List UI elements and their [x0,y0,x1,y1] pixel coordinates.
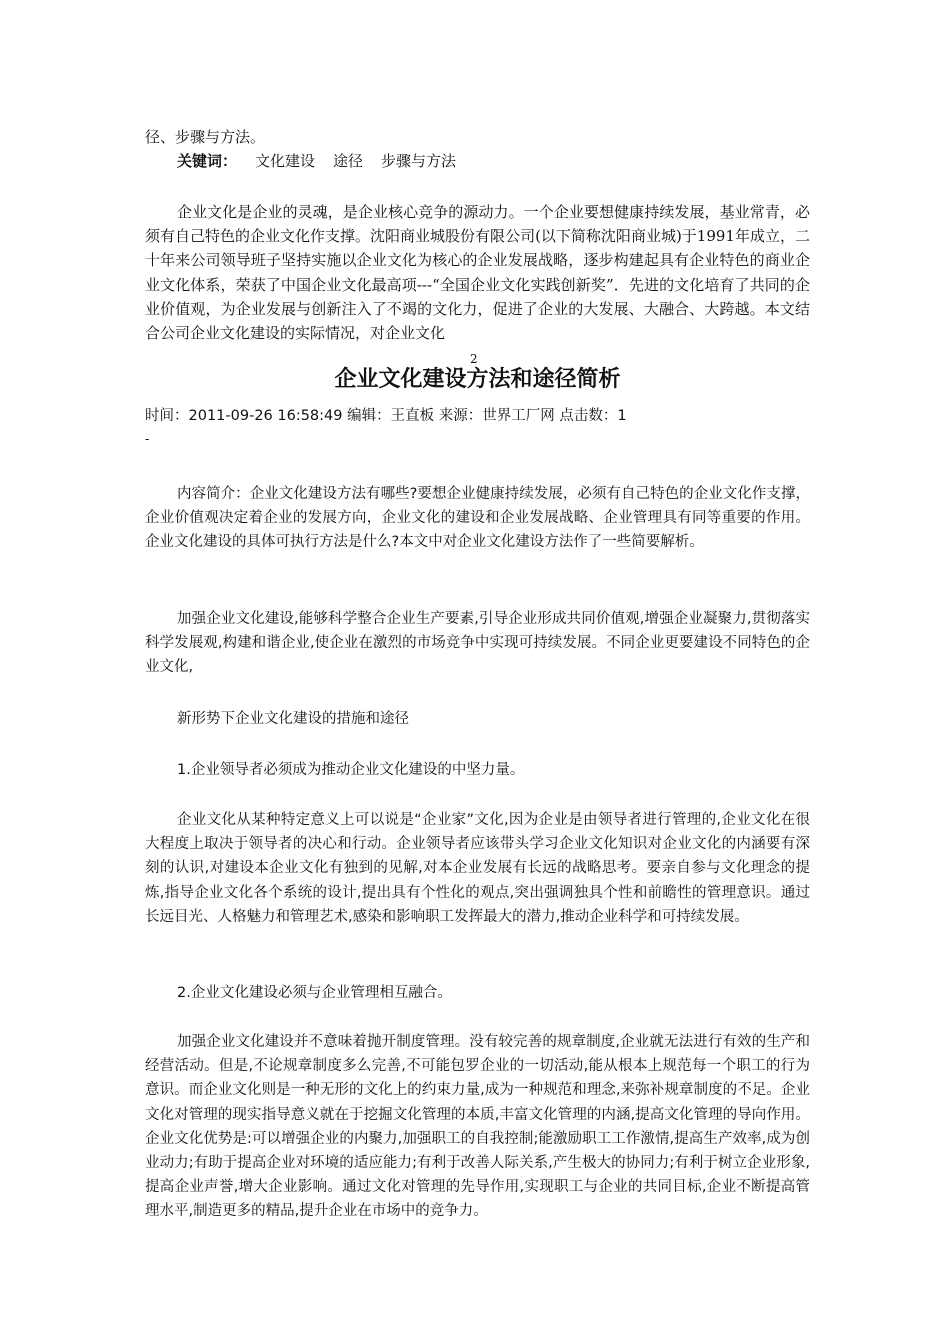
point-1-heading: 1.企业领导者必须成为推动企业文化建设的中坚力量。 [177,762,525,778]
keyword-item: 途径 [333,152,364,170]
meta-tail: - [145,432,150,447]
article-title: 企业文化建设方法和途径简析 [334,367,621,392]
keyword-item: 步骤与方法 [381,152,457,170]
summary-paragraph: 内容简介：企业文化建设方法有哪些?要想企业健康持续发展，必须有自己特色的企业文化作支撑，企业价值观决定着企业的发展方向，企业文化的建设和企业发展战略、企业管理具有同等重要的作用。企业文化建设的具体可执行方法是什么?本文中对企业文化建设方法作了一些简要解析。 [145,486,810,551]
article-meta: 时间：2011-09-26 16:58:49 编辑：王直板 来源：世界工厂网 点击数：1 [145,408,627,424]
section-heading: 新形势下企业文化建设的措施和途径 [177,711,409,727]
keyword-item: 文化建设 [255,152,316,170]
intro-paragraph: 企业文化是企业的灵魂，是企业核心竞争的源动力。一个企业要想健康持续发展，基业常青，必须有自己特色的企业文化作支撑。沈阳商业城股份有限公司(以下简称沈阳商业城)于1991年成立，二十年来公司领导班子坚持实施以企业文化为核心的企业发展战略，逐步构建起具有企业特色的商业企业文化体系，荣获了中国企业文化最高项---“全国企业文化实践创新奖”．先进的文化培育了共同的企业价值观，为企业发展与创新注入了不竭的文化力，促进了企业的大发展、大融合、大跨越。本文结合公司企业文化建设的实际情况，对企业文化 [145,203,810,343]
point-2-heading: 2.企业文化建设必须与企业管理相互融合。 [177,985,452,1001]
point-1-body: 企业文化从某种特定意义上可以说是“企业家”文化,因为企业是由领导者进行管理的,企业文化在很大程度上取决于领导者的决心和行动。企业领导者应该带头学习企业文化知识对企业文化的内涵要有深刻的认识,对建设本企业文化有独到的见解,对本企业发展有长远的战略思考。要亲自参与文化理念的提炼,指导企业文化各个系统的设计,提出具有个性化的观点,突出强调独具个性和前瞻性的管理意识。通过长远目光、人格魅力和管理艺术,感染和影响职工发挥最大的潜力,推动企业科学和可持续发展。 [145,812,810,925]
point-2-body: 加强企业文化建设并不意味着抛开制度管理。没有较完善的规章制度,企业就无法进行有效的生产和经营活动。但是,不论规章制度多么完善,不可能包罗企业的一切活动,能从根本上规范每一个职工的行为意识。而企业文化则是一种无形的文化上的约束力量,成为一种规范和理念,来弥补规章制度的不足。企业文化对管理的现实指导意义就在于挖掘文化管理的本质,丰富文化管理的内涵,提高文化管理的导向作用。企业文化优势是:可以增强企业的内聚力,加强职工的自我控制;能激励职工工作激情,提高生产效率,成为创业动力;有助于提高企业对环境的适应能力;有利于改善人际关系,产生极大的协同力;有利于树立企业形象,提高企业声誉,增大企业影响。通过文化对管理的先导作用,实现职工与企业的共同目标,企业不断提高管理水平,制造更多的精品,提升企业在市场中的竞争力。 [145,1034,810,1220]
fragment-line: 径、步骤与方法。 [145,128,266,146]
keywords-line [145,149,810,173]
keywords-label: 关键词： [177,152,238,170]
body-paragraph-1: 加强企业文化建设,能够科学整合企业生产要素,引导企业形成共同价值观,增强企业凝聚力,贯彻落实科学发展观,构建和谐企业,使企业在激烈的市场竞争中实现可持续发展。不同企业更要建设不同特色的企业文化, [145,611,810,676]
page-number: 2 [470,352,478,366]
